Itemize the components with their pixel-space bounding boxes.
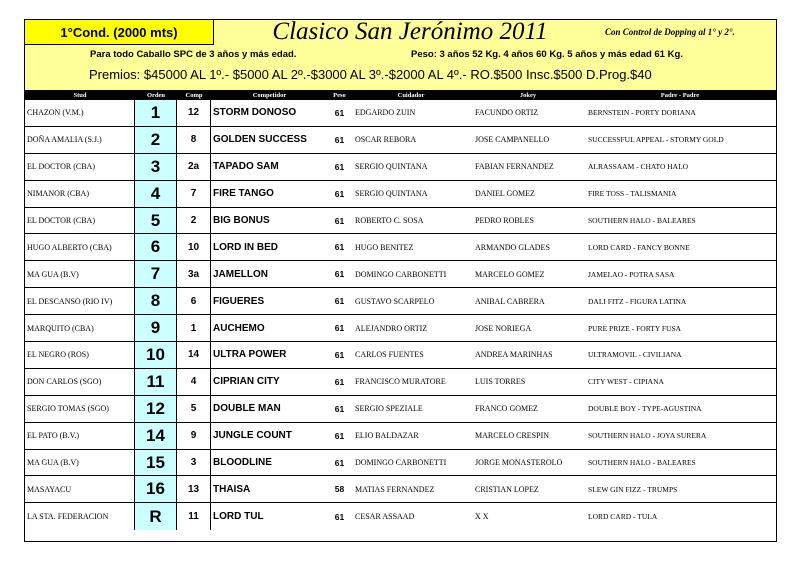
col-cuidador: Cuidador	[397, 91, 425, 99]
cell-comp: 8	[177, 127, 211, 153]
cell-competidor: CIPRIAN CITY	[213, 376, 280, 388]
cell-comp: 3a	[177, 261, 211, 287]
cell-competidor: BLOODLINE	[213, 457, 272, 469]
cell-comp: 5	[177, 396, 211, 422]
cell-cuidador: SERGIO QUINTANA	[355, 189, 428, 199]
cell-comp: 9	[177, 423, 211, 449]
cell-stud: EL DESCANSO (RIO IV)	[25, 288, 135, 314]
cell-orden: 5	[135, 208, 177, 234]
cell-comp: 2a	[177, 154, 211, 180]
table-body	[25, 100, 776, 530]
cell-stud: HUGO ALBERTO (CBA)	[25, 234, 135, 260]
cell-stud: EL NEGRO (ROS)	[25, 342, 135, 368]
cell-comp: 11	[177, 503, 211, 530]
cell-orden: 16	[135, 476, 177, 502]
cell-jokey: PEDRO ROBLES	[475, 216, 534, 225]
cell-padre: SOUTHERN HALO - BALEARES	[588, 458, 696, 468]
cell-comp: 13	[177, 476, 211, 502]
race-program-sheet	[24, 19, 777, 542]
cell-padre: SUCCESSFUL APPEAL - STORMY GOLD	[588, 135, 724, 145]
cell-jokey: JOSE NORIEGA	[475, 323, 532, 333]
cell-competidor: STORM DONOSO	[213, 107, 297, 119]
cell-jokey: FABIAN FERNANDEZ	[475, 162, 554, 172]
program-header	[25, 20, 776, 91]
cell-cuidador: ELIO BALDAZAR	[355, 431, 419, 441]
cell-cuidador: FRANCISCO MURATORE	[355, 377, 446, 387]
cell-orden: 11	[135, 369, 177, 395]
cell-cuidador: SERGIO SPEZIALE	[355, 404, 423, 414]
cell-jokey: MARCELO GOMEZ	[475, 269, 545, 279]
cell-orden: 8	[135, 288, 177, 314]
cell-orden: 6	[135, 234, 177, 260]
cell-comp: 6	[177, 288, 211, 314]
cell-cuidador: GUSTAVO SCARPELO	[355, 296, 435, 306]
cell-comp: 12	[177, 100, 211, 126]
table-row	[25, 288, 776, 315]
cell-peso: 61	[334, 296, 345, 307]
table-row	[25, 234, 776, 261]
cell-stud: MA GUA (B.V)	[25, 261, 135, 287]
cell-competidor: BIG BONUS	[213, 215, 270, 226]
cell-cuidador: MATIAS FERNANDEZ	[355, 484, 435, 494]
cell-stud: MARQUITO (CBA)	[25, 315, 135, 341]
cell-orden: 12	[135, 396, 177, 422]
cell-padre: LORD CARD - TULA	[588, 512, 658, 522]
cell-orden: 1	[135, 100, 177, 126]
cell-cuidador: HUGO BENITEZ	[355, 242, 414, 252]
condition-badge: 1°Cond. (2000 mts)	[25, 20, 214, 45]
cell-stud: EL DOCTOR (CBA)	[25, 208, 135, 234]
cell-competidor: JAMELLON	[213, 268, 268, 280]
cell-competidor: LORD TUL	[213, 511, 264, 523]
cell-jokey: JOSE CAMPANELLO	[475, 135, 550, 145]
col-jokey: Jokey	[519, 91, 537, 99]
cell-competidor: LORD IN BED	[213, 241, 278, 253]
cell-competidor: AUCHEMO	[213, 322, 265, 334]
cell-peso: 61	[334, 376, 345, 387]
col-competidor: Competidor	[252, 91, 287, 99]
cell-peso: 61	[334, 215, 345, 226]
cell-cuidador: CESAR ASSAAD	[355, 512, 415, 522]
table-row	[25, 396, 776, 423]
cell-peso: 61	[334, 457, 345, 468]
cell-jokey: FACUNDO ORTIZ	[475, 108, 539, 118]
cell-peso: 61	[334, 511, 345, 522]
table-row	[25, 503, 776, 530]
cell-jokey: ARMANDO GLADES	[475, 242, 550, 252]
cell-cuidador: OSCAR REBORA	[355, 135, 417, 145]
cell-peso: 61	[334, 134, 345, 145]
cell-jokey: LUIS TORRES	[475, 377, 526, 387]
weight-conditions: Peso: 3 años 52 Kg. 4 años 60 Kg. 5 años y más edad 61 Kg.	[411, 49, 683, 60]
cell-comp: 14	[177, 342, 211, 368]
cell-comp: 2	[177, 208, 211, 234]
cell-peso: 61	[334, 242, 345, 253]
cell-peso: 61	[334, 403, 345, 414]
cell-jokey: FRANCO GOMEZ	[475, 404, 538, 414]
cell-peso: 61	[334, 269, 345, 280]
cell-competidor: FIGUERES	[213, 295, 265, 307]
cell-stud: MA GUA (B.V)	[25, 450, 135, 476]
cell-stud: EL DOCTOR (CBA)	[25, 154, 135, 180]
col-orden: Orden	[146, 91, 166, 99]
cell-jokey: X X	[475, 512, 489, 522]
col-stud: Stud	[73, 91, 87, 99]
doping-note: Con Control de Dopping al 1° y 2°.	[605, 27, 735, 37]
cell-cuidador: ALEJANDRO ORTIZ	[355, 323, 428, 333]
cell-stud: CHAZON (V.M.)	[25, 100, 135, 126]
cell-peso: 58	[334, 484, 345, 495]
cell-peso: 61	[334, 188, 345, 199]
cell-jokey: JORGE MONASTEROLO	[475, 458, 563, 468]
cell-comp: 7	[177, 181, 211, 207]
table-row	[25, 154, 776, 181]
col-padre: Padre - Padre	[660, 91, 700, 99]
cell-padre: SOUTHERN HALO - JOYA SURERA	[588, 431, 707, 441]
cell-peso: 61	[334, 161, 345, 172]
cell-cuidador: CARLOS FUENTES	[355, 350, 424, 360]
cell-peso: 61	[334, 430, 345, 441]
race-title: Clasico San Jerónimo 2011	[272, 18, 548, 45]
cell-comp: 3	[177, 450, 211, 476]
cell-cuidador: EDGARDO ZUIN	[355, 108, 416, 118]
cell-padre: ULTRAMOVIL - CIVILIANA	[588, 350, 682, 360]
cell-stud: EL PATO (B.V.)	[25, 423, 135, 449]
table-row	[25, 127, 776, 154]
cell-competidor: TAPADO SAM	[213, 161, 279, 173]
cell-comp: 1	[177, 315, 211, 341]
cell-orden: 7	[135, 261, 177, 287]
cell-stud: NIMANOR (CBA)	[25, 181, 135, 207]
cell-orden: 2	[135, 127, 177, 153]
table-row	[25, 315, 776, 342]
cell-peso: 61	[334, 323, 345, 334]
table-row	[25, 208, 776, 235]
cell-comp: 10	[177, 234, 211, 260]
cell-padre: LORD CARD - FANCY BONNE	[588, 242, 690, 252]
cell-padre: DALI FITZ - FIGURA LATINA	[588, 296, 687, 306]
cell-cuidador: SERGIO QUINTANA	[355, 162, 428, 172]
cell-competidor: FIRE TANGO	[213, 188, 274, 200]
table-row	[25, 100, 776, 127]
cell-padre: JAMELAO - POTRA SASA	[588, 269, 675, 279]
cell-padre: CITY WEST - CIPIANA	[588, 377, 664, 387]
cell-comp: 4	[177, 369, 211, 395]
entries-table	[25, 90, 776, 530]
cell-padre: DOUBLE BOY - TYPE-AGUSTINA	[588, 404, 702, 414]
table-row	[25, 181, 776, 208]
cell-orden: 10	[135, 342, 177, 368]
cell-cuidador: DOMINGO CARBONETTI	[355, 458, 447, 468]
table-row	[25, 450, 776, 477]
cell-cuidador: DOMINGO CARBONETTI	[355, 269, 447, 279]
cell-competidor: ULTRA POWER	[213, 349, 287, 361]
cell-padre: ALRASSAAM - CHATO HALO	[588, 162, 689, 172]
cell-jokey: MARCELO CRESPIN	[475, 431, 550, 441]
cell-orden: 3	[135, 154, 177, 180]
cell-competidor: GOLDEN SUCCESS	[213, 134, 307, 146]
cell-orden: 4	[135, 181, 177, 207]
cell-stud: DOÑA AMALIA (S.J.)	[25, 127, 135, 153]
col-comp: Comp	[185, 91, 203, 99]
cell-jokey: ANDREA MARINHAS	[475, 350, 553, 360]
cell-padre: FIRE TOSS - TALISMANIA	[588, 189, 677, 199]
table-row	[25, 369, 776, 396]
cell-peso: 61	[334, 349, 345, 360]
cell-jokey: CRISTIAN LOPEZ	[475, 484, 539, 494]
cell-orden: R	[135, 503, 177, 530]
cell-stud: DON CARLOS (SGO)	[25, 369, 135, 395]
prizes-line: Premios: $45000 AL 1º.- $5000 AL 2º.-$3000 AL 3º.-$2000 AL 4º.- RO.$500 Insc.$500 D.Prog.$40	[89, 67, 652, 82]
cell-padre: SOUTHERN HALO - BALEARES	[588, 216, 696, 225]
table-header	[25, 90, 776, 100]
cell-competidor: JUNGLE COUNT	[213, 430, 292, 442]
cell-peso: 61	[334, 107, 345, 118]
cell-orden: 9	[135, 315, 177, 341]
cell-competidor: THAISA	[213, 483, 251, 495]
table-row	[25, 261, 776, 288]
cell-cuidador: ROBERTO C. SOSA	[355, 216, 424, 225]
cell-orden: 14	[135, 423, 177, 449]
table-row	[25, 342, 776, 369]
col-peso: Peso	[333, 91, 346, 99]
cell-padre: SLEW GIN FIZZ - TRUMPS	[588, 484, 678, 494]
cell-orden: 15	[135, 450, 177, 476]
cell-competidor: DOUBLE MAN	[213, 403, 281, 415]
cell-stud: MASAYACU	[25, 476, 135, 502]
race-conditions: Para todo Caballo SPC de 3 años y más edad.	[90, 49, 297, 60]
cell-jokey: DANIEL GOMEZ	[475, 189, 535, 199]
cell-stud: LA STA. FEDERACION	[25, 503, 135, 530]
cell-stud: SERGIO TOMAS (SGO)	[25, 396, 135, 422]
cell-jokey: ANIBAL CABRERA	[475, 296, 545, 306]
cell-padre: PURE PRIZE - FORTY FUSA	[588, 323, 682, 333]
table-row	[25, 423, 776, 450]
cell-padre: BERNSTEIN - PORTY DORIANA	[588, 108, 696, 118]
table-row	[25, 476, 776, 503]
